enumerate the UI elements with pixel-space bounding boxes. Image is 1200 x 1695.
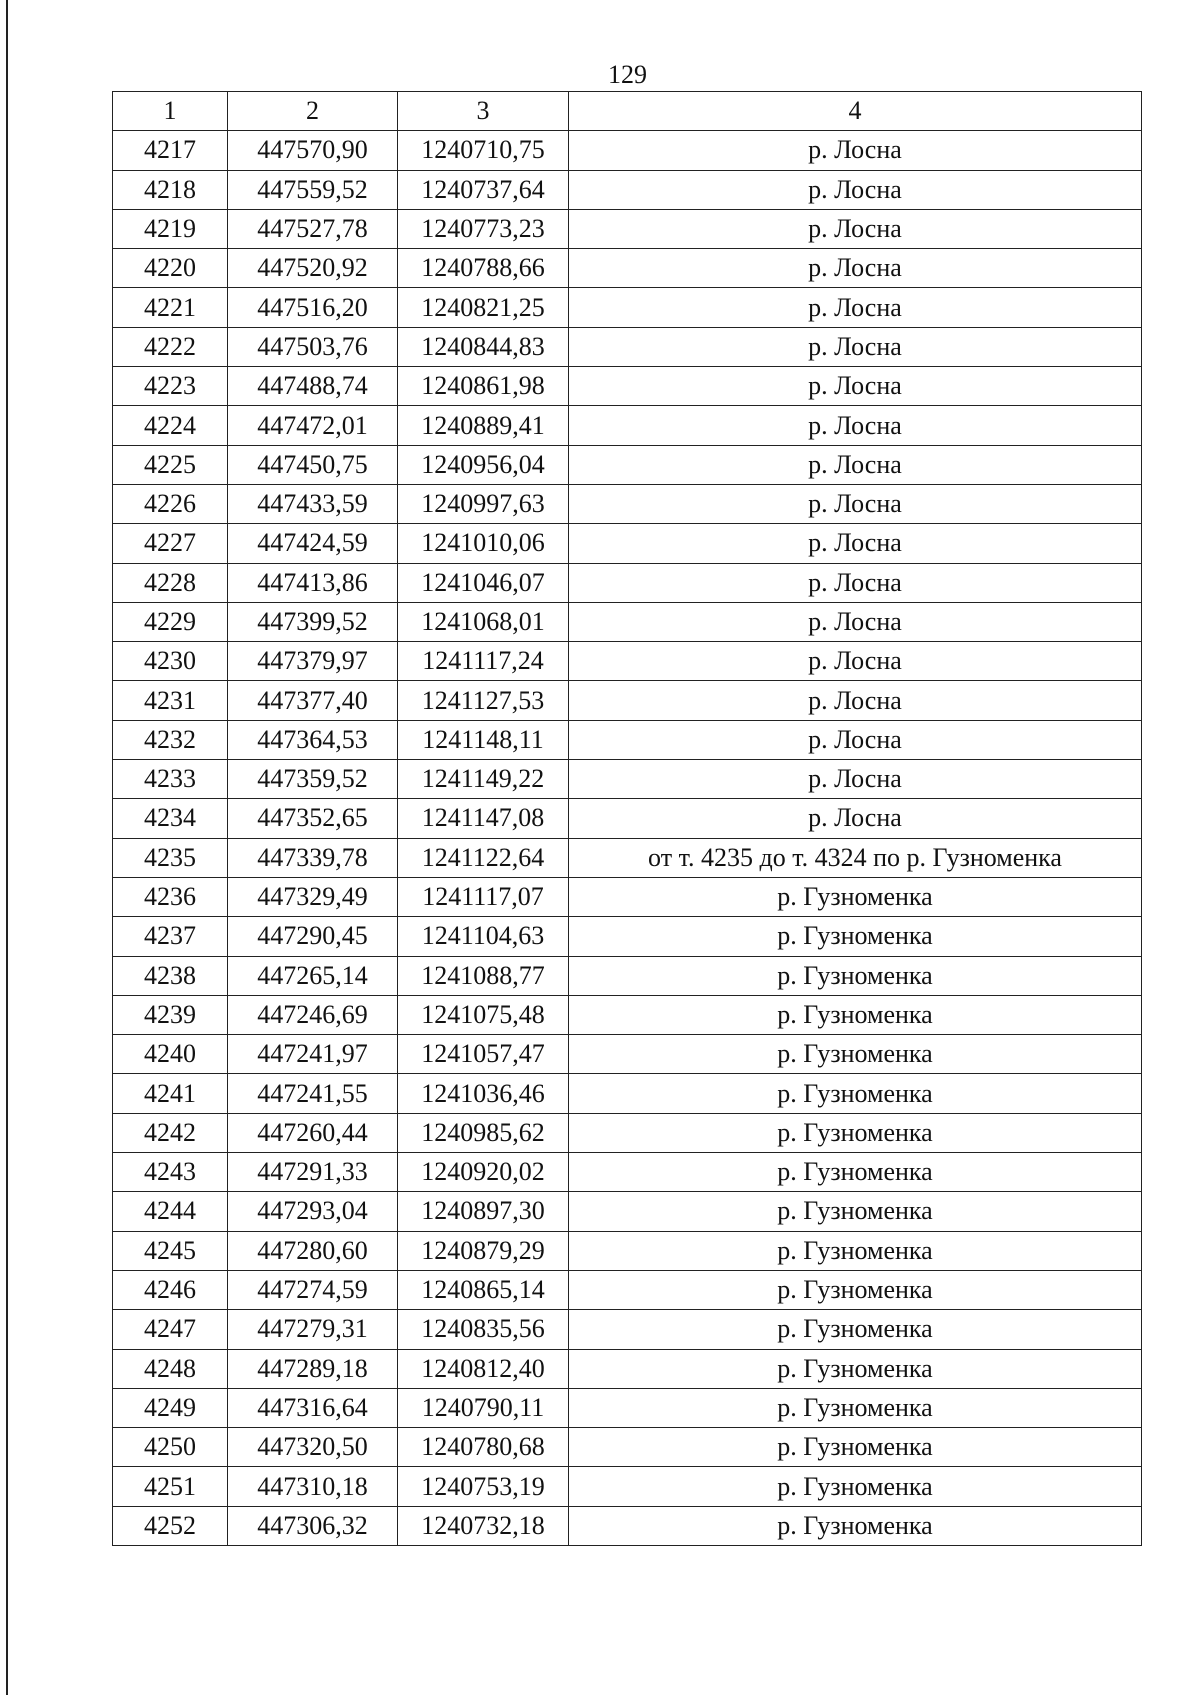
y-coordinate-cell: 1240710,75 [398,131,569,170]
table-row [113,1035,1142,1074]
y-coordinate-cell: 1240812,40 [398,1349,569,1388]
y-coordinate-cell: 1241149,22 [398,760,569,799]
y-coordinate-cell: 1240844,83 [398,327,569,366]
y-coordinate-cell: 1241068,01 [398,602,569,641]
description-cell: р. Гузноменка [569,1035,1142,1074]
table-row [113,1270,1142,1309]
description-cell: р. Гузноменка [569,995,1142,1034]
point-number-cell: 4233 [113,760,228,799]
point-number-cell: 4224 [113,406,228,445]
table-header-row [113,92,1142,131]
table-row [113,1388,1142,1427]
x-coordinate-cell: 447306,32 [228,1506,398,1545]
table-row [113,602,1142,641]
point-number-cell: 4228 [113,563,228,602]
point-number-cell: 4225 [113,445,228,484]
description-cell: р. Лосна [569,642,1142,681]
description-cell: р. Гузноменка [569,1270,1142,1309]
y-coordinate-cell: 1241046,07 [398,563,569,602]
description-cell: р. Гузноменка [569,1192,1142,1231]
y-coordinate-cell: 1240956,04 [398,445,569,484]
description-cell: р. Гузноменка [569,1428,1142,1467]
header-cell-1: 1 [113,92,228,131]
x-coordinate-cell: 447241,55 [228,1074,398,1113]
point-number-cell: 4248 [113,1349,228,1388]
y-coordinate-cell: 1240788,66 [398,249,569,288]
x-coordinate-cell: 447279,31 [228,1310,398,1349]
x-coordinate-cell: 447352,65 [228,799,398,838]
x-coordinate-cell: 447289,18 [228,1349,398,1388]
table-row [113,917,1142,956]
y-coordinate-cell: 1241104,63 [398,917,569,956]
y-coordinate-cell: 1240997,63 [398,484,569,523]
x-coordinate-cell: 447280,60 [228,1231,398,1270]
description-cell: р. Лосна [569,367,1142,406]
point-number-cell: 4219 [113,209,228,248]
point-number-cell: 4243 [113,1153,228,1192]
point-number-cell: 4236 [113,877,228,916]
table-row [113,1310,1142,1349]
point-number-cell: 4246 [113,1270,228,1309]
x-coordinate-cell: 447433,59 [228,484,398,523]
x-coordinate-cell: 447377,40 [228,681,398,720]
x-coordinate-cell: 447329,49 [228,877,398,916]
x-coordinate-cell: 447290,45 [228,917,398,956]
y-coordinate-cell: 1240753,19 [398,1467,569,1506]
y-coordinate-cell: 1241117,24 [398,642,569,681]
table-row [113,838,1142,877]
coordinates-table [112,91,1142,1546]
table-row [113,170,1142,209]
y-coordinate-cell: 1240879,29 [398,1231,569,1270]
y-coordinate-cell: 1241147,08 [398,799,569,838]
point-number-cell: 4229 [113,602,228,641]
table-row [113,288,1142,327]
point-number-cell: 4241 [113,1074,228,1113]
description-cell: р. Лосна [569,799,1142,838]
y-coordinate-cell: 1240865,14 [398,1270,569,1309]
x-coordinate-cell: 447488,74 [228,367,398,406]
point-number-cell: 4250 [113,1428,228,1467]
table-row [113,1467,1142,1506]
x-coordinate-cell: 447291,33 [228,1153,398,1192]
point-number-cell: 4245 [113,1231,228,1270]
description-cell: р. Лосна [569,563,1142,602]
y-coordinate-cell: 1240861,98 [398,367,569,406]
table-row [113,1231,1142,1270]
table-row [113,1113,1142,1152]
x-coordinate-cell: 447241,97 [228,1035,398,1074]
y-coordinate-cell: 1241127,53 [398,681,569,720]
point-number-cell: 4231 [113,681,228,720]
point-number-cell: 4227 [113,524,228,563]
description-cell: р. Лосна [569,720,1142,759]
point-number-cell: 4252 [113,1506,228,1545]
x-coordinate-cell: 447399,52 [228,602,398,641]
y-coordinate-cell: 1240780,68 [398,1428,569,1467]
description-cell: р. Лосна [569,249,1142,288]
description-cell: р. Гузноменка [569,1349,1142,1388]
description-cell: р. Гузноменка [569,956,1142,995]
x-coordinate-cell: 447379,97 [228,642,398,681]
table-row [113,524,1142,563]
point-number-cell: 4239 [113,995,228,1034]
point-number-cell: 4222 [113,327,228,366]
description-cell: р. Лосна [569,484,1142,523]
y-coordinate-cell: 1240773,23 [398,209,569,248]
x-coordinate-cell: 447516,20 [228,288,398,327]
y-coordinate-cell: 1240737,64 [398,170,569,209]
table-row [113,445,1142,484]
description-cell: р. Гузноменка [569,1153,1142,1192]
description-cell: р. Гузноменка [569,1310,1142,1349]
point-number-cell: 4237 [113,917,228,956]
table-row [113,484,1142,523]
point-number-cell: 4223 [113,367,228,406]
point-number-cell: 4220 [113,249,228,288]
y-coordinate-cell: 1240920,02 [398,1153,569,1192]
y-coordinate-cell: 1240732,18 [398,1506,569,1545]
table-row [113,563,1142,602]
point-number-cell: 4242 [113,1113,228,1152]
table-row [113,681,1142,720]
header-cell-2: 2 [228,92,398,131]
x-coordinate-cell: 447320,50 [228,1428,398,1467]
y-coordinate-cell: 1241148,11 [398,720,569,759]
description-cell: р. Лосна [569,327,1142,366]
x-coordinate-cell: 447364,53 [228,720,398,759]
table-row [113,209,1142,248]
description-cell: р. Лосна [569,288,1142,327]
y-coordinate-cell: 1241088,77 [398,956,569,995]
point-number-cell: 4247 [113,1310,228,1349]
x-coordinate-cell: 447559,52 [228,170,398,209]
table-row [113,877,1142,916]
x-coordinate-cell: 447316,64 [228,1388,398,1427]
point-number-cell: 4240 [113,1035,228,1074]
y-coordinate-cell: 1240985,62 [398,1113,569,1152]
y-coordinate-cell: 1241057,47 [398,1035,569,1074]
description-cell: р. Лосна [569,445,1142,484]
point-number-cell: 4235 [113,838,228,877]
point-number-cell: 4232 [113,720,228,759]
y-coordinate-cell: 1241117,07 [398,877,569,916]
table-row [113,1428,1142,1467]
x-coordinate-cell: 447265,14 [228,956,398,995]
y-coordinate-cell: 1241036,46 [398,1074,569,1113]
description-cell: р. Гузноменка [569,1074,1142,1113]
table-row [113,1074,1142,1113]
point-number-cell: 4234 [113,799,228,838]
description-cell: р. Лосна [569,524,1142,563]
table-row [113,956,1142,995]
x-coordinate-cell: 447310,18 [228,1467,398,1506]
table-row [113,406,1142,445]
point-number-cell: 4226 [113,484,228,523]
point-number-cell: 4251 [113,1467,228,1506]
y-coordinate-cell: 1241122,64 [398,838,569,877]
y-coordinate-cell: 1240835,56 [398,1310,569,1349]
description-cell: р. Лосна [569,131,1142,170]
description-cell: р. Гузноменка [569,1113,1142,1152]
description-cell: р. Лосна [569,681,1142,720]
description-cell: р. Гузноменка [569,1388,1142,1427]
header-cell-3: 3 [398,92,569,131]
description-cell: р. Лосна [569,760,1142,799]
x-coordinate-cell: 447339,78 [228,838,398,877]
description-cell: р. Лосна [569,406,1142,445]
page-number: 129 [608,60,647,89]
description-cell: р. Гузноменка [569,1231,1142,1270]
table-row [113,995,1142,1034]
point-number-cell: 4230 [113,642,228,681]
table-row [113,1349,1142,1388]
description-cell: р. Гузноменка [569,1506,1142,1545]
point-number-cell: 4238 [113,956,228,995]
x-coordinate-cell: 447260,44 [228,1113,398,1152]
table-row [113,760,1142,799]
y-coordinate-cell: 1241075,48 [398,995,569,1034]
x-coordinate-cell: 447520,92 [228,249,398,288]
point-number-cell: 4221 [113,288,228,327]
header-cell-4: 4 [569,92,1142,131]
x-coordinate-cell: 447503,76 [228,327,398,366]
description-cell: р. Гузноменка [569,1467,1142,1506]
table-row [113,131,1142,170]
x-coordinate-cell: 447274,59 [228,1270,398,1309]
description-cell: р. Гузноменка [569,917,1142,956]
x-coordinate-cell: 447570,90 [228,131,398,170]
point-number-cell: 4249 [113,1388,228,1427]
y-coordinate-cell: 1240821,25 [398,288,569,327]
y-coordinate-cell: 1240897,30 [398,1192,569,1231]
description-cell: р. Лосна [569,602,1142,641]
point-number-cell: 4244 [113,1192,228,1231]
table-row [113,642,1142,681]
x-coordinate-cell: 447424,59 [228,524,398,563]
table-row [113,1506,1142,1545]
y-coordinate-cell: 1240790,11 [398,1388,569,1427]
table-row [113,720,1142,759]
table-row [113,249,1142,288]
x-coordinate-cell: 447359,52 [228,760,398,799]
description-cell: р. Лосна [569,170,1142,209]
description-cell: от т. 4235 до т. 4324 по р. Гузноменка [569,838,1142,877]
table-row [113,1153,1142,1192]
x-coordinate-cell: 447413,86 [228,563,398,602]
table-row [113,367,1142,406]
x-coordinate-cell: 447293,04 [228,1192,398,1231]
x-coordinate-cell: 447527,78 [228,209,398,248]
description-cell: р. Лосна [569,209,1142,248]
table-body [113,92,1142,1546]
point-number-cell: 4217 [113,131,228,170]
x-coordinate-cell: 447246,69 [228,995,398,1034]
y-coordinate-cell: 1241010,06 [398,524,569,563]
x-coordinate-cell: 447450,75 [228,445,398,484]
y-coordinate-cell: 1240889,41 [398,406,569,445]
table-row [113,1192,1142,1231]
table-row [113,799,1142,838]
point-number-cell: 4218 [113,170,228,209]
x-coordinate-cell: 447472,01 [228,406,398,445]
description-cell: р. Гузноменка [569,877,1142,916]
table-row [113,327,1142,366]
page-edge-line [6,0,8,1695]
